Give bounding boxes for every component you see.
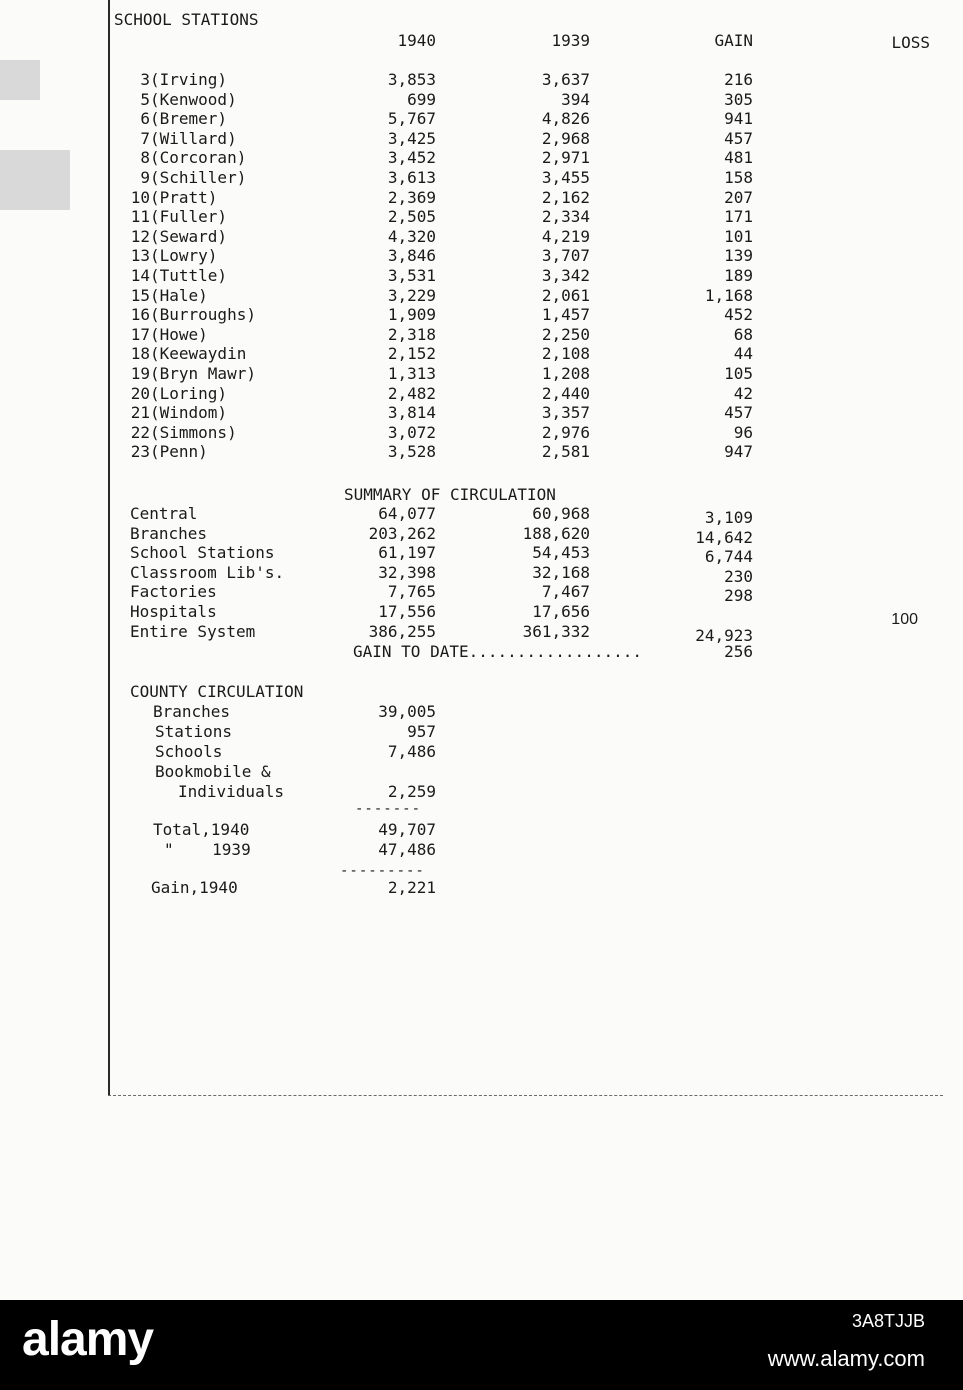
table-row	[0, 364, 963, 384]
station-number: 9	[140, 168, 150, 187]
value-1940: 3,846	[387, 246, 436, 266]
value-1940: 3,531	[387, 266, 436, 285]
value-gain: 452	[724, 305, 753, 325]
county-value: 7,486	[387, 742, 436, 761]
value-gain: 68	[733, 324, 753, 344]
value-gain: 42	[733, 383, 753, 403]
table-row	[0, 403, 963, 423]
county-value: 957	[407, 722, 436, 741]
station-number: 5	[140, 89, 150, 109]
value-gain: 941	[724, 109, 753, 129]
table-row	[0, 286, 963, 306]
station-name: (Loring)	[150, 383, 228, 403]
value-1940: 2,505	[387, 207, 436, 227]
value-1940: 4,320	[387, 226, 436, 246]
value-1939: 2,162	[541, 187, 590, 207]
station-number: 21	[130, 403, 150, 423]
county-gain-row	[0, 878, 963, 898]
value-1939: 1,208	[541, 364, 590, 383]
station-number: 13	[130, 246, 150, 266]
value-1939: 17,656	[532, 602, 590, 621]
station-name: (Pratt)	[150, 187, 218, 207]
county-value: 2,259	[387, 782, 436, 801]
county-row	[0, 762, 963, 782]
summary-row	[0, 562, 963, 586]
station-number: 7	[140, 128, 150, 148]
value-1939: 361,332	[522, 621, 590, 641]
value-1940: 7,765	[387, 582, 436, 602]
value-1939: 2,968	[541, 128, 590, 148]
summary-label: School Stations	[130, 543, 275, 563]
value-1940: 3,452	[387, 148, 436, 168]
summary-label: Hospitals	[130, 602, 217, 621]
summary-row	[0, 602, 963, 628]
sum-rule: ---------	[340, 863, 425, 879]
county-total-row	[0, 840, 963, 860]
stock-url: www.alamy.com	[767, 1346, 925, 1371]
station-name: (Fuller)	[150, 207, 228, 227]
value-gain: 189	[724, 266, 753, 285]
summary-row	[0, 504, 963, 527]
table-row	[0, 384, 963, 404]
value-1939: 32,168	[532, 562, 590, 582]
value-1939: 2,440	[541, 383, 590, 403]
value-1939: 4,826	[541, 109, 590, 129]
column-header-1940: 1940	[397, 31, 436, 50]
value-loss: 100	[891, 611, 918, 628]
value-1940: 386,255	[368, 621, 436, 641]
station-name: (Tuttle)	[150, 266, 228, 285]
station-number: 18	[130, 344, 150, 364]
table-row	[0, 70, 963, 90]
station-name: (Penn)	[150, 442, 208, 462]
county-label: Schools	[155, 742, 223, 761]
value-1939: 2,108	[541, 344, 590, 364]
value-1940: 1,313	[387, 364, 436, 383]
value-1940: 3,528	[387, 442, 436, 462]
station-number: 3	[140, 70, 150, 89]
value-1940: 3,853	[387, 70, 436, 89]
value-gain: 158	[724, 168, 753, 187]
station-number: 20	[130, 383, 150, 403]
bottom-rule	[108, 1095, 943, 1096]
gain-to-date-row	[0, 642, 963, 662]
value-1939: 1,457	[541, 305, 590, 325]
value-1940: 3,425	[387, 128, 436, 148]
gain-1940-value: 2,221	[387, 878, 436, 897]
value-gain: 216	[724, 70, 753, 89]
table-row	[0, 246, 963, 266]
county-title: COUNTY CIRCULATION	[130, 682, 304, 701]
county-row	[0, 722, 963, 742]
summary-label: Entire System	[130, 621, 256, 641]
value-gain: 105	[724, 364, 753, 383]
station-number: 12	[130, 226, 150, 246]
table-row	[0, 109, 963, 129]
county-row	[0, 742, 963, 762]
table-row	[0, 266, 963, 286]
value-1940: 3,814	[387, 403, 436, 423]
value-1940: 5,767	[387, 109, 436, 129]
value-1940: 3,072	[387, 422, 436, 442]
value-1940: 2,318	[387, 324, 436, 344]
value-1940: 2,152	[387, 344, 436, 364]
column-header-loss: LOSS	[891, 33, 930, 52]
value-gain: 481	[724, 148, 753, 168]
station-number: 22	[130, 422, 150, 442]
table-row	[0, 129, 963, 149]
value-gain: 207	[724, 187, 753, 207]
value-gain: 457	[724, 128, 753, 148]
table-row	[0, 168, 963, 188]
value-1939: 3,357	[541, 403, 590, 423]
value-1939: 2,250	[541, 324, 590, 344]
county-label: Stations	[155, 722, 233, 741]
table-row	[0, 325, 963, 345]
station-name: (Bryn Mawr)	[150, 364, 256, 383]
gain-to-date-value: 256	[724, 642, 753, 661]
station-number: 23	[130, 442, 150, 462]
value-gain: 171	[724, 207, 753, 227]
value-1940: 2,369	[387, 187, 436, 207]
table-row	[0, 305, 963, 325]
value-gain: 24,923	[695, 625, 753, 645]
station-name: (Simmons)	[150, 422, 237, 442]
value-gain: 230	[724, 566, 753, 586]
station-number: 10	[130, 187, 150, 207]
station-name: (Burroughs)	[150, 305, 256, 325]
county-row	[0, 702, 963, 722]
summary-label: Branches	[130, 523, 208, 543]
value-1939: 2,581	[541, 442, 590, 462]
value-gain: 298	[724, 586, 753, 606]
value-1939: 60,968	[532, 504, 590, 523]
table-row	[0, 207, 963, 227]
total-1940-value: 49,707	[378, 820, 436, 839]
total-1940-label: Total,1940	[153, 820, 250, 839]
value-1939: 2,976	[541, 422, 590, 442]
value-1940: 32,398	[378, 562, 436, 582]
gain-1940-label: Gain,1940	[151, 878, 238, 897]
county-label: Branches	[153, 702, 231, 721]
summary-row	[0, 582, 963, 606]
section-title-school-stations: SCHOOL STATIONS	[114, 10, 259, 29]
value-gain: 14,642	[695, 527, 753, 547]
station-number: 11	[130, 207, 150, 227]
column-header-gain: GAIN	[714, 31, 753, 50]
county-value: 39,005	[378, 702, 436, 721]
station-name: (Keewaydin	[150, 344, 247, 364]
value-1939: 4,219	[541, 226, 590, 246]
station-name: (Irving)	[150, 70, 228, 89]
gain-to-date-label: GAIN TO DATE..................	[353, 642, 642, 661]
station-number: 16	[130, 305, 150, 325]
county-total-row	[0, 820, 963, 840]
value-gain: 947	[724, 442, 753, 462]
value-gain: 96	[733, 422, 753, 442]
county-row	[0, 782, 963, 802]
summary-row	[0, 543, 963, 567]
value-gain: 139	[724, 246, 753, 266]
station-name: (Schiller)	[150, 168, 247, 187]
total-1939-value: 47,486	[378, 840, 436, 859]
value-gain: 44	[733, 344, 753, 364]
value-1939: 3,707	[541, 246, 590, 266]
value-1939: 2,334	[541, 207, 590, 227]
value-1940: 203,262	[368, 523, 436, 543]
value-1940: 1,909	[387, 305, 436, 325]
table-row	[0, 344, 963, 364]
table-row	[0, 90, 963, 110]
station-number: 19	[130, 364, 150, 383]
county-label: Bookmobile &	[155, 762, 271, 781]
station-number: 6	[140, 109, 150, 129]
value-1939: 3,455	[541, 168, 590, 187]
value-1939: 2,971	[541, 148, 590, 168]
value-1939: 7,467	[541, 582, 590, 602]
value-gain: 457	[724, 403, 753, 423]
image-id: 3A8TJJB	[851, 1311, 925, 1331]
value-1939: 3,637	[541, 70, 590, 89]
summary-label: Central	[130, 504, 198, 523]
station-name: (Hale)	[150, 285, 208, 305]
station-number: 15	[130, 285, 150, 305]
value-1940: 17,556	[378, 602, 436, 621]
station-name: (Bremer)	[150, 109, 228, 129]
table-row	[0, 148, 963, 168]
value-1939: 188,620	[522, 523, 590, 543]
station-name: (Howe)	[150, 324, 208, 344]
summary-title: SUMMARY OF CIRCULATION	[344, 485, 556, 504]
value-1940: 61,197	[378, 543, 436, 563]
column-header-1939: 1939	[551, 31, 590, 50]
summary-row	[0, 621, 963, 645]
value-1939: 2,061	[541, 285, 590, 305]
county-label: Individuals	[178, 782, 284, 801]
value-1939: 54,453	[532, 543, 590, 563]
table-row	[0, 188, 963, 208]
station-number: 8	[140, 148, 150, 168]
station-name: (Kenwood)	[150, 89, 237, 109]
total-1939-label: " 1939	[164, 840, 251, 859]
value-gain: 1,168	[704, 285, 753, 305]
station-number: 14	[130, 266, 150, 285]
sum-rule: -------	[355, 801, 422, 817]
value-1939: 394	[561, 89, 590, 109]
station-name: (Seward)	[150, 226, 228, 246]
value-1940: 3,613	[387, 168, 436, 187]
value-1940: 64,077	[378, 504, 436, 523]
value-gain: 3,109	[704, 508, 753, 527]
station-number: 17	[130, 324, 150, 344]
table-row	[0, 227, 963, 247]
value-1939: 3,342	[541, 266, 590, 285]
station-name: (Corcoran)	[150, 148, 247, 168]
alamy-logo: alamy	[22, 1313, 154, 1366]
value-gain: 6,744	[704, 547, 753, 567]
value-1940: 2,482	[387, 383, 436, 403]
station-name: (Windom)	[150, 403, 228, 423]
value-gain: 101	[724, 226, 753, 246]
table-row	[0, 423, 963, 443]
station-name: (Willard)	[150, 128, 237, 148]
value-1940: 3,229	[387, 285, 436, 305]
value-gain: 305	[724, 89, 753, 109]
station-name: (Lowry)	[150, 246, 218, 266]
table-row	[0, 442, 963, 462]
summary-label: Classroom Lib's.	[130, 562, 285, 582]
summary-row	[0, 523, 963, 547]
summary-label: Factories	[130, 582, 217, 602]
value-1940: 699	[407, 89, 436, 109]
